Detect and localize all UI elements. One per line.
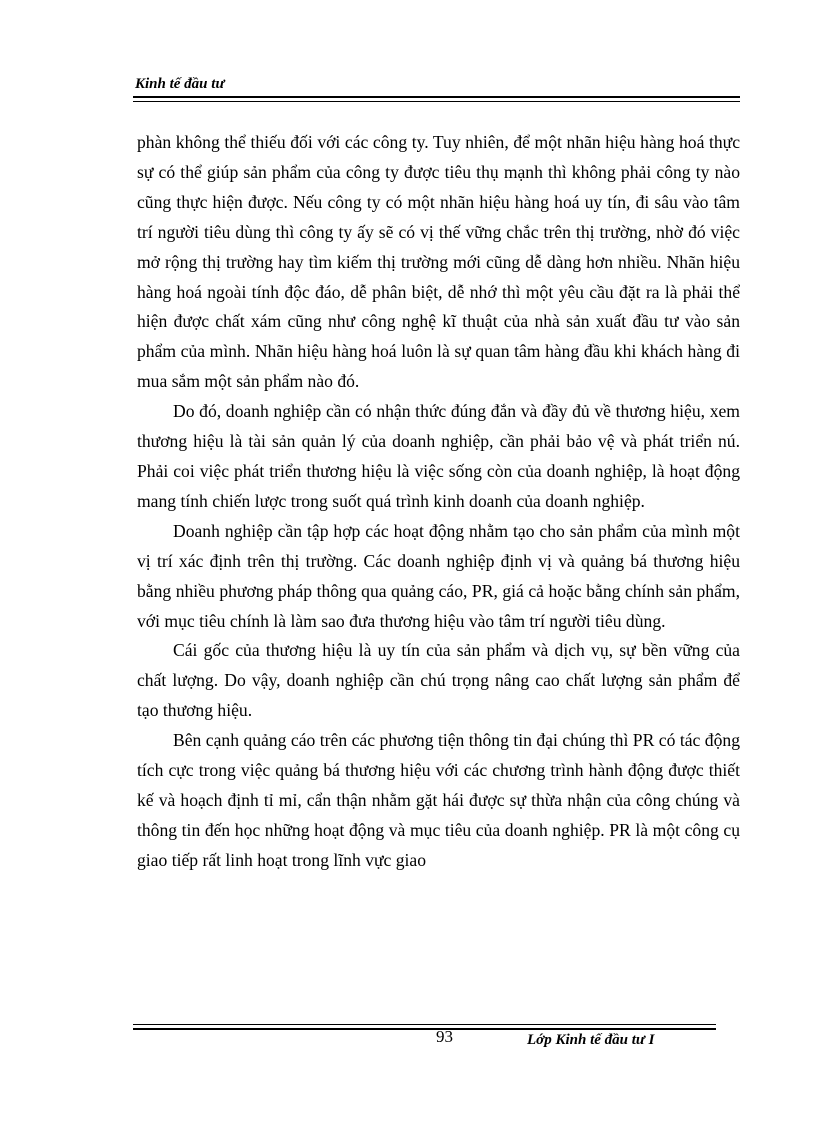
paragraph-3: Doanh nghiệp cần tập hợp các hoạt động nhằm tạo cho sản phẩm của mình một vị trí xác định trên thị trường. Các doanh nghiệp định vị và quảng bá thương hiệu bằng nhiều phương pháp thông qua quảng cáo, PR, giá cả hoặc bằng chính sản phẩm, với mục tiêu chính là làm sao đưa thương hiệu vào tâm trí người tiêu dùng. xyxy=(137,520,740,631)
header-title: Kinh tế đầu tư xyxy=(135,76,225,92)
paragraph-2: Do đó, doanh nghiệp cần có nhận thức đúng đắn và đầy đủ về thương hiệu, xem thương hiệu là tài sản quản lý của doanh nghiệp, cần phải bảo vệ và phát triển nú. Phải coi việc phát triển thương hiệu là việc sống còn của doanh nghiệp, là hoạt động mang tính chiến lược trong suốt quá trình kinh doanh của doanh nghiệp. xyxy=(137,401,740,511)
paragraph-5: Bên cạnh quảng cáo trên các phương tiện thông tin đại chúng thì PR có tác động tích cực trong việc quảng bá thương hiệu với các chương trình hành động được thiết kế và hoạch định tỉ mỉ, cẩn thận nhằm gặt hái được sự thừa nhận của công chúng và thông tin đến học những hoạt động và mục tiêu của doanh nghiệp. PR là một công cụ giao tiếp rất linh hoạt trong lĩnh vực giao xyxy=(137,730,740,870)
footer-title: Lớp Kinh tế đầu tư I xyxy=(527,1032,655,1048)
document-body xyxy=(137,128,740,876)
paragraph-4: Cái gốc của thương hiệu là uy tín của sản phẩm và dịch vụ, sự bền vững của chất lượng. Do vậy, doanh nghiệp cần chú trọng nâng cao chất lượng sản phẩm để tạo thương hiệu. xyxy=(137,640,740,721)
page-number: 93 xyxy=(436,1027,453,1046)
paragraph-1: phàn không thể thiếu đối với các công ty. Tuy nhiên, để một nhãn hiệu hàng hoá thực sự có thể giúp sản phẩm của công ty được tiêu thụ mạnh thì không phải công ty nào cũng thực hiện được. Nếu công ty có một nhãn hiệu hàng hoá uy tín, đi sâu vào tâm trí người tiêu dùng thì công ty ấy sẽ có vị thế vững chắc trên thị trường, nhờ đó việc mở rộng thị trường hay tìm kiếm thị trường mới cũng dễ dàng hơn nhiều. Nhãn hiệu hàng hoá ngoài tính độc đáo, dễ phân biệt, dễ nhớ thì một yêu cầu đặt ra là phải thể hiện được chất xám cũng như công nghệ kĩ thuật của nhà sản xuất đầu tư vào sản phẩm của mình. Nhãn hiệu hàng hoá luôn là sự quan tâm hàng đầu khi khách hàng đi mua sắm một sản phẩm nào đó. xyxy=(137,132,740,392)
footer-rule xyxy=(133,1024,716,1030)
header-rule xyxy=(133,96,740,102)
